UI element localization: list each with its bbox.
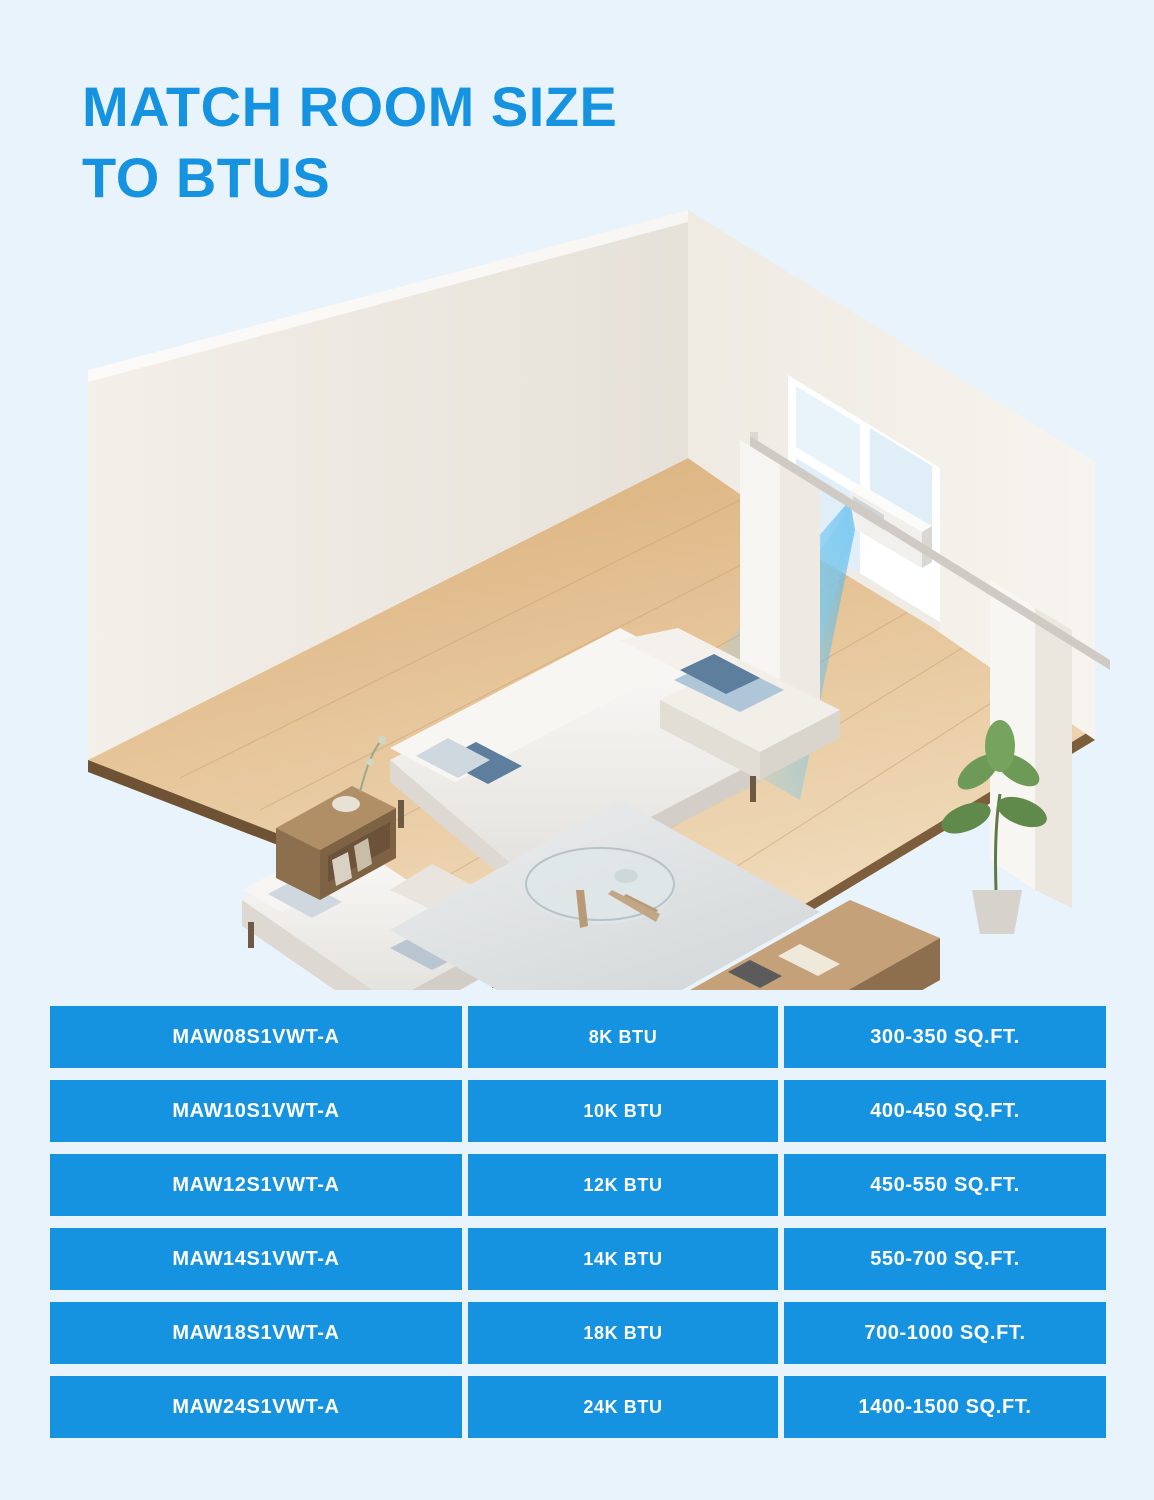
table-row (50, 1006, 1106, 1068)
room-illustration (60, 200, 1120, 990)
cell-coverage: 700-1000 SQ.FT. (784, 1302, 1106, 1364)
table-row (50, 1376, 1106, 1438)
cell-model: MAW10S1VWT-A (50, 1080, 462, 1142)
table-row (50, 1080, 1106, 1142)
cell-model: MAW12S1VWT-A (50, 1154, 462, 1216)
cell-btu: 24K BTU (468, 1376, 778, 1438)
cell-model: MAW18S1VWT-A (50, 1302, 462, 1364)
cell-coverage: 300-350 SQ.FT. (784, 1006, 1106, 1068)
cell-coverage: 400-450 SQ.FT. (784, 1080, 1106, 1142)
cell-model: MAW24S1VWT-A (50, 1376, 462, 1438)
cell-btu: 18K BTU (468, 1302, 778, 1364)
cell-btu: 12K BTU (468, 1154, 778, 1216)
cell-btu: 10K BTU (468, 1080, 778, 1142)
page-title-line-2: TO BTUS (82, 145, 331, 209)
cell-coverage: 1400-1500 SQ.FT. (784, 1376, 1106, 1438)
page-title (82, 72, 942, 213)
cell-coverage: 450-550 SQ.FT. (784, 1154, 1106, 1216)
btu-coverage-table (50, 1006, 1106, 1438)
page-title-line-1: MATCH ROOM SIZE (82, 75, 618, 138)
table-row (50, 1228, 1106, 1290)
cell-btu: 14K BTU (468, 1228, 778, 1290)
cell-model: MAW08S1VWT-A (50, 1006, 462, 1068)
cell-model: MAW14S1VWT-A (50, 1228, 462, 1290)
cell-btu: 8K BTU (468, 1006, 778, 1068)
table-row (50, 1302, 1106, 1364)
cell-coverage: 550-700 SQ.FT. (784, 1228, 1106, 1290)
table-row (50, 1154, 1106, 1216)
